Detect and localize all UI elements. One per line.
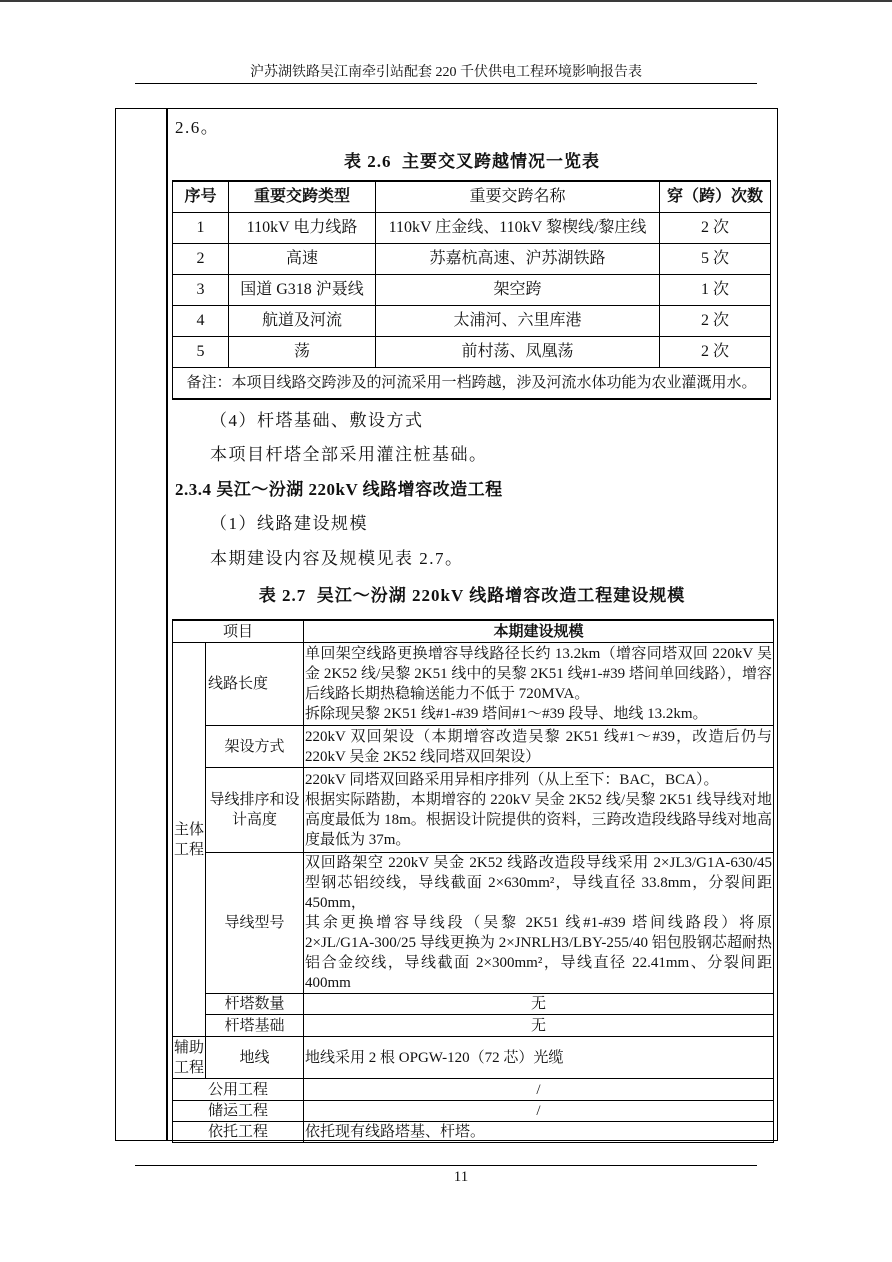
row-label: 线路长度: [206, 643, 304, 726]
cell-count: 1 次: [660, 275, 771, 306]
column-header-scale: 本期建设规模: [304, 620, 774, 643]
cell-index: 1: [173, 213, 229, 244]
row-value: /: [304, 1079, 774, 1101]
row-label: 杆塔数量: [206, 994, 304, 1015]
table-note-row: [173, 368, 771, 400]
scale-body: 本期建设内容及规模见表 2.7。: [210, 549, 464, 568]
table-row: [173, 853, 774, 994]
cell-name: 前村荡、凤凰荡: [376, 337, 660, 368]
table-2-7-caption: 表 2.7 吴江～汾湖 220kV 线路增容改造工程建设规模: [258, 586, 686, 605]
cell-index: 3: [173, 275, 229, 306]
table-2-6-caption: 表 2.6 主要交叉跨越情况一览表: [344, 152, 600, 171]
table-row: [173, 994, 774, 1015]
tower-foundation-heading: （4）杆塔基础、敷设方式: [210, 411, 424, 430]
table-row: [173, 244, 771, 275]
cell-count: 5 次: [660, 244, 771, 275]
column-header-count: 穿（跨）次数: [660, 181, 771, 213]
content-paragraph: 拆除现吴黎 2K51 线#1-#39 塔间#1～#39 段导、地线 13.2km。: [305, 706, 708, 722]
running-header-title: 沪苏湖铁路吴江南牵引站配套 220 千伏供电工程环境影响报告表: [250, 65, 642, 80]
column-header-index: 序号: [173, 181, 229, 213]
cell-type: 国道 G318 沪聂线: [229, 275, 376, 306]
table-header-row: [173, 181, 771, 213]
cell-name: 架空跨: [376, 275, 660, 306]
row-content: [304, 853, 774, 994]
row-content: [304, 726, 774, 768]
table-row: [173, 306, 771, 337]
cell-index: 5: [173, 337, 229, 368]
scale-heading: （1）线路建设规模: [210, 514, 368, 533]
row-content: [304, 643, 774, 726]
cell-type: 高速: [229, 244, 376, 275]
cell-name: 太浦河、六里库港: [376, 306, 660, 337]
cell-name: 110kV 庄金线、110kV 黎楔线/黎庄线: [376, 213, 660, 244]
table-header-row: [173, 620, 774, 643]
table-row: [173, 1122, 774, 1143]
row-label: 导线型号: [206, 853, 304, 994]
section-heading: 2.3.4 吴江～汾湖 220kV 线路增容改造工程: [175, 480, 503, 499]
group-label-main: 主体工程: [173, 643, 206, 1037]
table-note: 备注：本项目线路交跨涉及的河流采用一档跨越，涉及河流水体功能为农业灌溉用水。: [173, 368, 771, 400]
row-label: 公用工程: [173, 1079, 304, 1101]
table-row: [173, 213, 771, 244]
row-value: 无: [304, 1015, 774, 1037]
header-rule: [135, 83, 757, 84]
row-label: 杆塔基础: [206, 1015, 304, 1037]
table-row: [173, 768, 774, 853]
table-row: [173, 643, 774, 726]
cell-count: 2 次: [660, 337, 771, 368]
page-number: 11: [453, 1169, 469, 1185]
cell-type: 荡: [229, 337, 376, 368]
scan-top-edge: [0, 0, 892, 2]
footer-rule: [135, 1165, 757, 1166]
table-row: [173, 1015, 774, 1037]
content-paragraph: 根据实际踏勘，本期增容的 220kV 吴金 2K52 线/吴黎 2K51 线导线对地高度最低为 18m。根据设计院提供的资料，三跨改造段线路导线对地高度最低为 37m。: [305, 792, 773, 848]
row-content: [304, 768, 774, 853]
row-value: 依托现有线路塔基、杆塔。: [304, 1122, 774, 1143]
column-header-type: 重要交跨类型: [229, 181, 376, 213]
cell-count: 2 次: [660, 306, 771, 337]
content-paragraph: 单回架空线路更换增容导线路径长约 13.2km（增容同塔双回 220kV 吴金 2K52 线/吴黎 2K51 线中的吴黎 2K51 线#1-#39 塔间单回线路），增容后线路长期热稳输送能力不低于 720MVA。: [305, 646, 773, 702]
row-value: /: [304, 1101, 774, 1122]
intro-fragment: 2.6。: [175, 118, 220, 137]
row-label: 地线: [206, 1037, 304, 1079]
group-label-aux: 辅助工程: [173, 1037, 206, 1079]
row-label: 导线排序和设计高度: [206, 768, 304, 853]
content-paragraph: 220kV 双回架设（本期增容改造吴黎 2K51 线#1～#39，改造后仍与 220kV 吴金 2K52 线同塔双回架设）: [305, 728, 773, 765]
column-header-name: 重要交跨名称: [376, 181, 660, 213]
crossing-table: [172, 180, 771, 400]
cell-index: 4: [173, 306, 229, 337]
cell-name: 苏嘉杭高速、沪苏湖铁路: [376, 244, 660, 275]
table-row: [173, 337, 771, 368]
cell-type: 110kV 电力线路: [229, 213, 376, 244]
row-label: 依托工程: [173, 1122, 304, 1143]
row-value: 地线采用 2 根 OPGW-120（72 芯）光缆: [304, 1037, 774, 1079]
content-paragraph: 220kV 同塔双回路采用异相序排列（从上至下：BAC，BCA）。: [305, 772, 719, 788]
row-value: 无: [304, 994, 774, 1015]
column-header-item: 项目: [173, 620, 304, 643]
row-label: 架设方式: [206, 726, 304, 768]
cell-count: 2 次: [660, 213, 771, 244]
cell-index: 2: [173, 244, 229, 275]
table-row: [173, 1079, 774, 1101]
frame-column-divider: [166, 108, 168, 1141]
row-label: 储运工程: [173, 1101, 304, 1122]
table-row: [173, 275, 771, 306]
construction-scale-table: [172, 619, 774, 1143]
content-paragraph: 双回路架空 220kV 吴金 2K52 线路改造段导线采用 2×JL3/G1A-630/45 型钢芯铝绞线，导线截面 2×630mm²，导线直径 33.8mm，分裂间距 450mm，: [305, 855, 773, 911]
table-row: [173, 1037, 774, 1079]
cell-type: 航道及河流: [229, 306, 376, 337]
table-row: [173, 1101, 774, 1122]
content-paragraph: 其余更换增容导线段（吴黎 2K51 线#1-#39 塔间线路段）将原 2×JL/G1A-300/25 导线更换为 2×JNRLH3/LBY-255/40 铝包股钢芯超耐热铝合金绞线，导线截面 2×300mm²，导线直径 22.41mm、分裂间距 400mm: [305, 915, 773, 991]
tower-foundation-body: 本项目杆塔全部采用灌注桩基础。: [210, 445, 488, 464]
table-row: [173, 726, 774, 768]
